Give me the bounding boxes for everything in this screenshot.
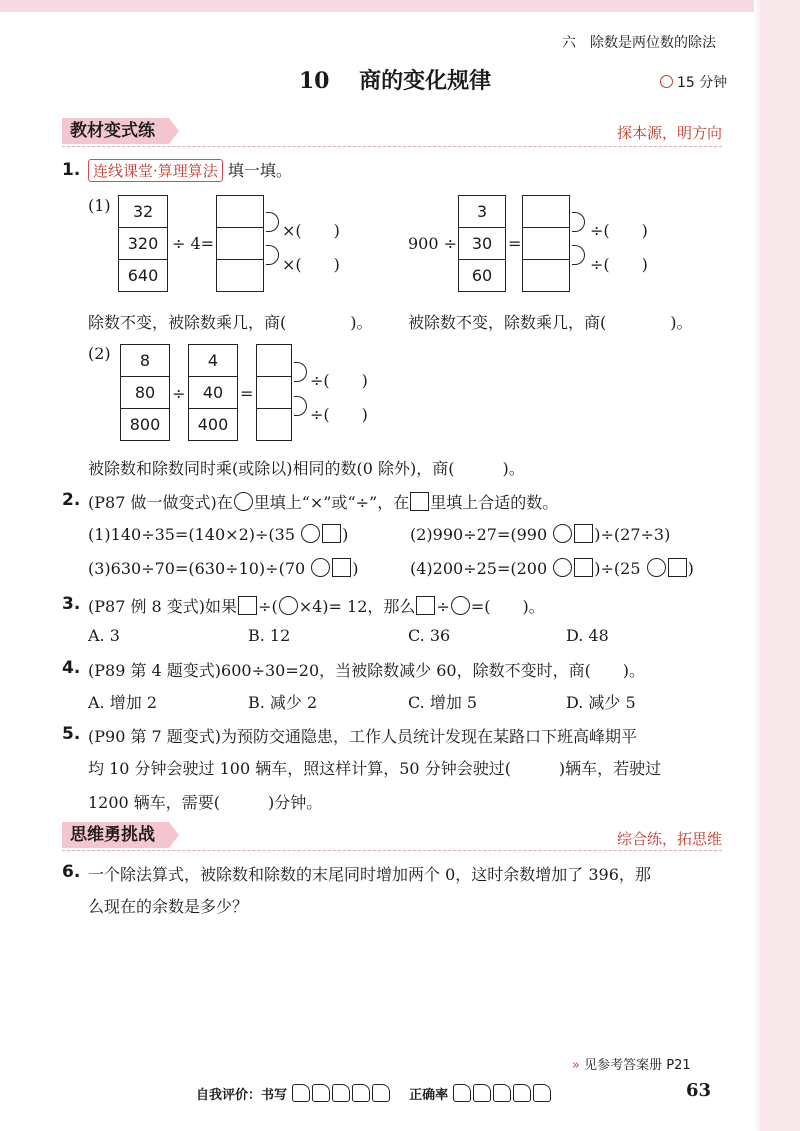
bracket-arrow-icon bbox=[572, 212, 585, 232]
divide-blank[interactable]: ÷( ) bbox=[590, 255, 648, 274]
divide-sign: ÷ bbox=[172, 384, 186, 403]
circle-icon bbox=[279, 596, 298, 615]
thumb-up-icon[interactable] bbox=[292, 1084, 310, 1102]
q3-option-b[interactable]: B. 12 bbox=[248, 626, 291, 645]
q3-option-a[interactable]: A. 3 bbox=[88, 626, 120, 645]
equals-sign: = bbox=[240, 384, 254, 403]
section-note-1: 探本源，明方向 bbox=[616, 124, 722, 142]
divide-900-by: 900 ÷ bbox=[408, 234, 458, 253]
circle-blank-icon bbox=[234, 492, 253, 511]
cell: 4 bbox=[207, 351, 219, 370]
q1-part2-label: (2) bbox=[88, 344, 111, 363]
rule-divisor-change: 被除数不变，除数乘几，商( )。 bbox=[408, 313, 693, 332]
bracket-arrow-icon bbox=[294, 362, 307, 382]
rule-dividend-change: 除数不变，被除数乘几，商( )。 bbox=[88, 313, 373, 332]
cell: 80 bbox=[121, 376, 169, 408]
cell: 60 bbox=[459, 259, 505, 291]
operator-circle[interactable] bbox=[553, 524, 572, 543]
operator-circle[interactable] bbox=[647, 558, 666, 577]
bracket-arrow-icon bbox=[294, 396, 307, 416]
thumb-up-icon[interactable] bbox=[352, 1084, 370, 1102]
bracket-arrow-icon bbox=[266, 212, 279, 232]
divide-blank[interactable]: ÷( ) bbox=[310, 371, 368, 390]
answer-cell[interactable] bbox=[523, 227, 569, 259]
answer-area[interactable] bbox=[88, 925, 718, 1035]
answer-cell[interactable] bbox=[257, 376, 291, 408]
answer-cell[interactable] bbox=[523, 196, 569, 227]
number-square[interactable] bbox=[574, 558, 593, 577]
cell: 32 bbox=[132, 202, 154, 221]
question-3-stem: (P87 例 8 变式)如果 ÷( ×4)= 12，那么 ÷ =( )。 bbox=[88, 597, 545, 616]
answer-cell[interactable] bbox=[217, 227, 263, 259]
operator-circle[interactable] bbox=[311, 558, 330, 577]
thumb-up-icon[interactable] bbox=[453, 1084, 471, 1102]
lesson-tag: 连线课堂·算理算法 bbox=[88, 159, 223, 182]
quotient-column-1[interactable] bbox=[216, 195, 264, 292]
q4-option-c[interactable]: C. 增加 5 bbox=[408, 693, 478, 712]
number-square[interactable] bbox=[574, 524, 593, 543]
cell: 800 bbox=[121, 408, 169, 440]
question-5-number: 5. bbox=[62, 724, 81, 744]
rule-both-change: 被除数和除数同时乘(或除以)相同的数(0 除外)，商( )。 bbox=[88, 459, 525, 478]
circle-icon bbox=[451, 596, 470, 615]
thumb-up-icon[interactable] bbox=[513, 1084, 531, 1102]
q2-item-4: (4)200÷25=(200 )÷(25 ) bbox=[410, 559, 694, 578]
right-edge-band bbox=[762, 0, 800, 1131]
cell: 30 bbox=[459, 227, 505, 259]
multiply-blank[interactable]: ×( ) bbox=[282, 221, 340, 240]
number-square[interactable] bbox=[332, 558, 351, 577]
number-square[interactable] bbox=[322, 524, 341, 543]
dividend-column-1 bbox=[118, 195, 168, 292]
q2-item-1: (1)140÷35=(140×2)÷(35 ) bbox=[88, 525, 349, 544]
question-5-line-3: 1200 辆车，需要( )分钟。 bbox=[88, 793, 323, 812]
page-number: 63 bbox=[686, 1080, 712, 1101]
cell: 3 bbox=[476, 202, 488, 221]
answer-reference: » 见参考答案册 P21 bbox=[572, 1058, 691, 1073]
bracket-arrow-icon bbox=[266, 245, 279, 265]
square-icon bbox=[416, 596, 435, 615]
question-1-stem: 连线课堂·算理算法 填一填。 bbox=[88, 158, 292, 182]
thumb-up-icon[interactable] bbox=[493, 1084, 511, 1102]
q2-item-2: (2)990÷27=(990 )÷(27÷3) bbox=[410, 525, 671, 544]
section-tag-textbook: 教材变式练 bbox=[62, 118, 169, 144]
cell: 40 bbox=[189, 376, 237, 408]
clock-icon bbox=[660, 75, 673, 88]
thumb-up-icon[interactable] bbox=[473, 1084, 491, 1102]
lesson-title: 10 商的变化规律 bbox=[298, 68, 492, 94]
thumb-up-icon[interactable] bbox=[372, 1084, 390, 1102]
operator-circle[interactable] bbox=[301, 524, 320, 543]
question-2-number: 2. bbox=[62, 490, 81, 510]
answer-cell[interactable] bbox=[523, 259, 569, 291]
section-divider-2 bbox=[62, 850, 722, 851]
divide-by-4: ÷ 4= bbox=[172, 234, 215, 253]
quotient-column-2[interactable] bbox=[522, 195, 570, 292]
divide-blank[interactable]: ÷( ) bbox=[590, 221, 648, 240]
operator-circle[interactable] bbox=[553, 558, 572, 577]
question-6-line-2: 么现在的余数是多少？ bbox=[88, 897, 249, 916]
thumb-up-icon[interactable] bbox=[332, 1084, 350, 1102]
number-square[interactable] bbox=[668, 558, 687, 577]
question-4-number: 4. bbox=[62, 658, 81, 678]
cell: 640 bbox=[119, 259, 167, 291]
divide-blank[interactable]: ÷( ) bbox=[310, 405, 368, 424]
q4-option-a[interactable]: A. 增加 2 bbox=[88, 693, 157, 712]
question-5-line-2: 均 10 分钟会驶过 100 辆车，照这样计算，50 分钟会驶过( )辆车，若驶过 bbox=[88, 759, 662, 778]
divisor-column-2 bbox=[188, 344, 238, 441]
thumb-up-icon[interactable] bbox=[533, 1084, 551, 1102]
section-note-2: 综合练，拓思维 bbox=[616, 830, 722, 848]
equals-sign: = bbox=[508, 234, 522, 253]
time-estimate: 15 分钟 bbox=[660, 72, 727, 92]
cell: 8 bbox=[139, 351, 151, 370]
self-evaluation: 自我评价：书写 正确率 bbox=[196, 1084, 553, 1103]
section-tag-challenge: 思维勇挑战 bbox=[62, 822, 169, 848]
square-icon bbox=[238, 596, 257, 615]
cell: 400 bbox=[189, 408, 237, 440]
answer-cell[interactable] bbox=[217, 196, 263, 227]
section-divider-1 bbox=[62, 146, 722, 147]
dividend-column-2 bbox=[120, 344, 170, 441]
q4-option-d[interactable]: D. 减少 5 bbox=[566, 693, 636, 712]
right-edge-shade bbox=[754, 0, 762, 1131]
divisor-column-1 bbox=[458, 195, 506, 292]
question-4-stem: (P89 第 4 题变式)600÷30=20，当被除数减少 60，除数不变时，商( )。 bbox=[88, 661, 646, 680]
answer-cell[interactable] bbox=[217, 259, 263, 291]
answer-cell[interactable] bbox=[257, 345, 291, 376]
q2-item-3: (3)630÷70=(630÷10)÷(70 ) bbox=[88, 559, 359, 578]
thumb-up-icon[interactable] bbox=[312, 1084, 330, 1102]
quotient-column-3[interactable] bbox=[256, 344, 292, 441]
multiply-blank[interactable]: ×( ) bbox=[282, 255, 340, 274]
q3-option-d[interactable]: D. 48 bbox=[566, 626, 609, 645]
top-decoration-bar bbox=[0, 0, 800, 12]
answer-cell[interactable] bbox=[257, 408, 291, 440]
double-chevron-icon: » bbox=[572, 1058, 580, 1073]
square-blank-icon bbox=[410, 492, 429, 511]
q1-part1-label: (1) bbox=[88, 196, 111, 215]
question-2-stem: (P87 做一做变式)在 里填上“×”或“÷”，在 里填上合适的数。 bbox=[88, 493, 559, 512]
question-5-line-1: (P90 第 7 题变式)为预防交通隐患，工作人员统计发现在某路口下班高峰期平 bbox=[88, 727, 638, 746]
cell: 320 bbox=[119, 227, 167, 259]
question-3-number: 3. bbox=[62, 594, 81, 614]
bracket-arrow-icon bbox=[572, 245, 585, 265]
question-1-number: 1. bbox=[62, 160, 81, 180]
q4-option-b[interactable]: B. 减少 2 bbox=[248, 693, 318, 712]
chapter-header: 六 除数是两位数的除法 bbox=[562, 35, 716, 51]
q3-option-c[interactable]: C. 36 bbox=[408, 626, 451, 645]
question-6-line-1: 一个除法算式，被除数和除数的末尾同时增加两个 0，这时余数增加了 396，那 bbox=[88, 865, 651, 884]
question-6-number: 6. bbox=[62, 862, 81, 882]
